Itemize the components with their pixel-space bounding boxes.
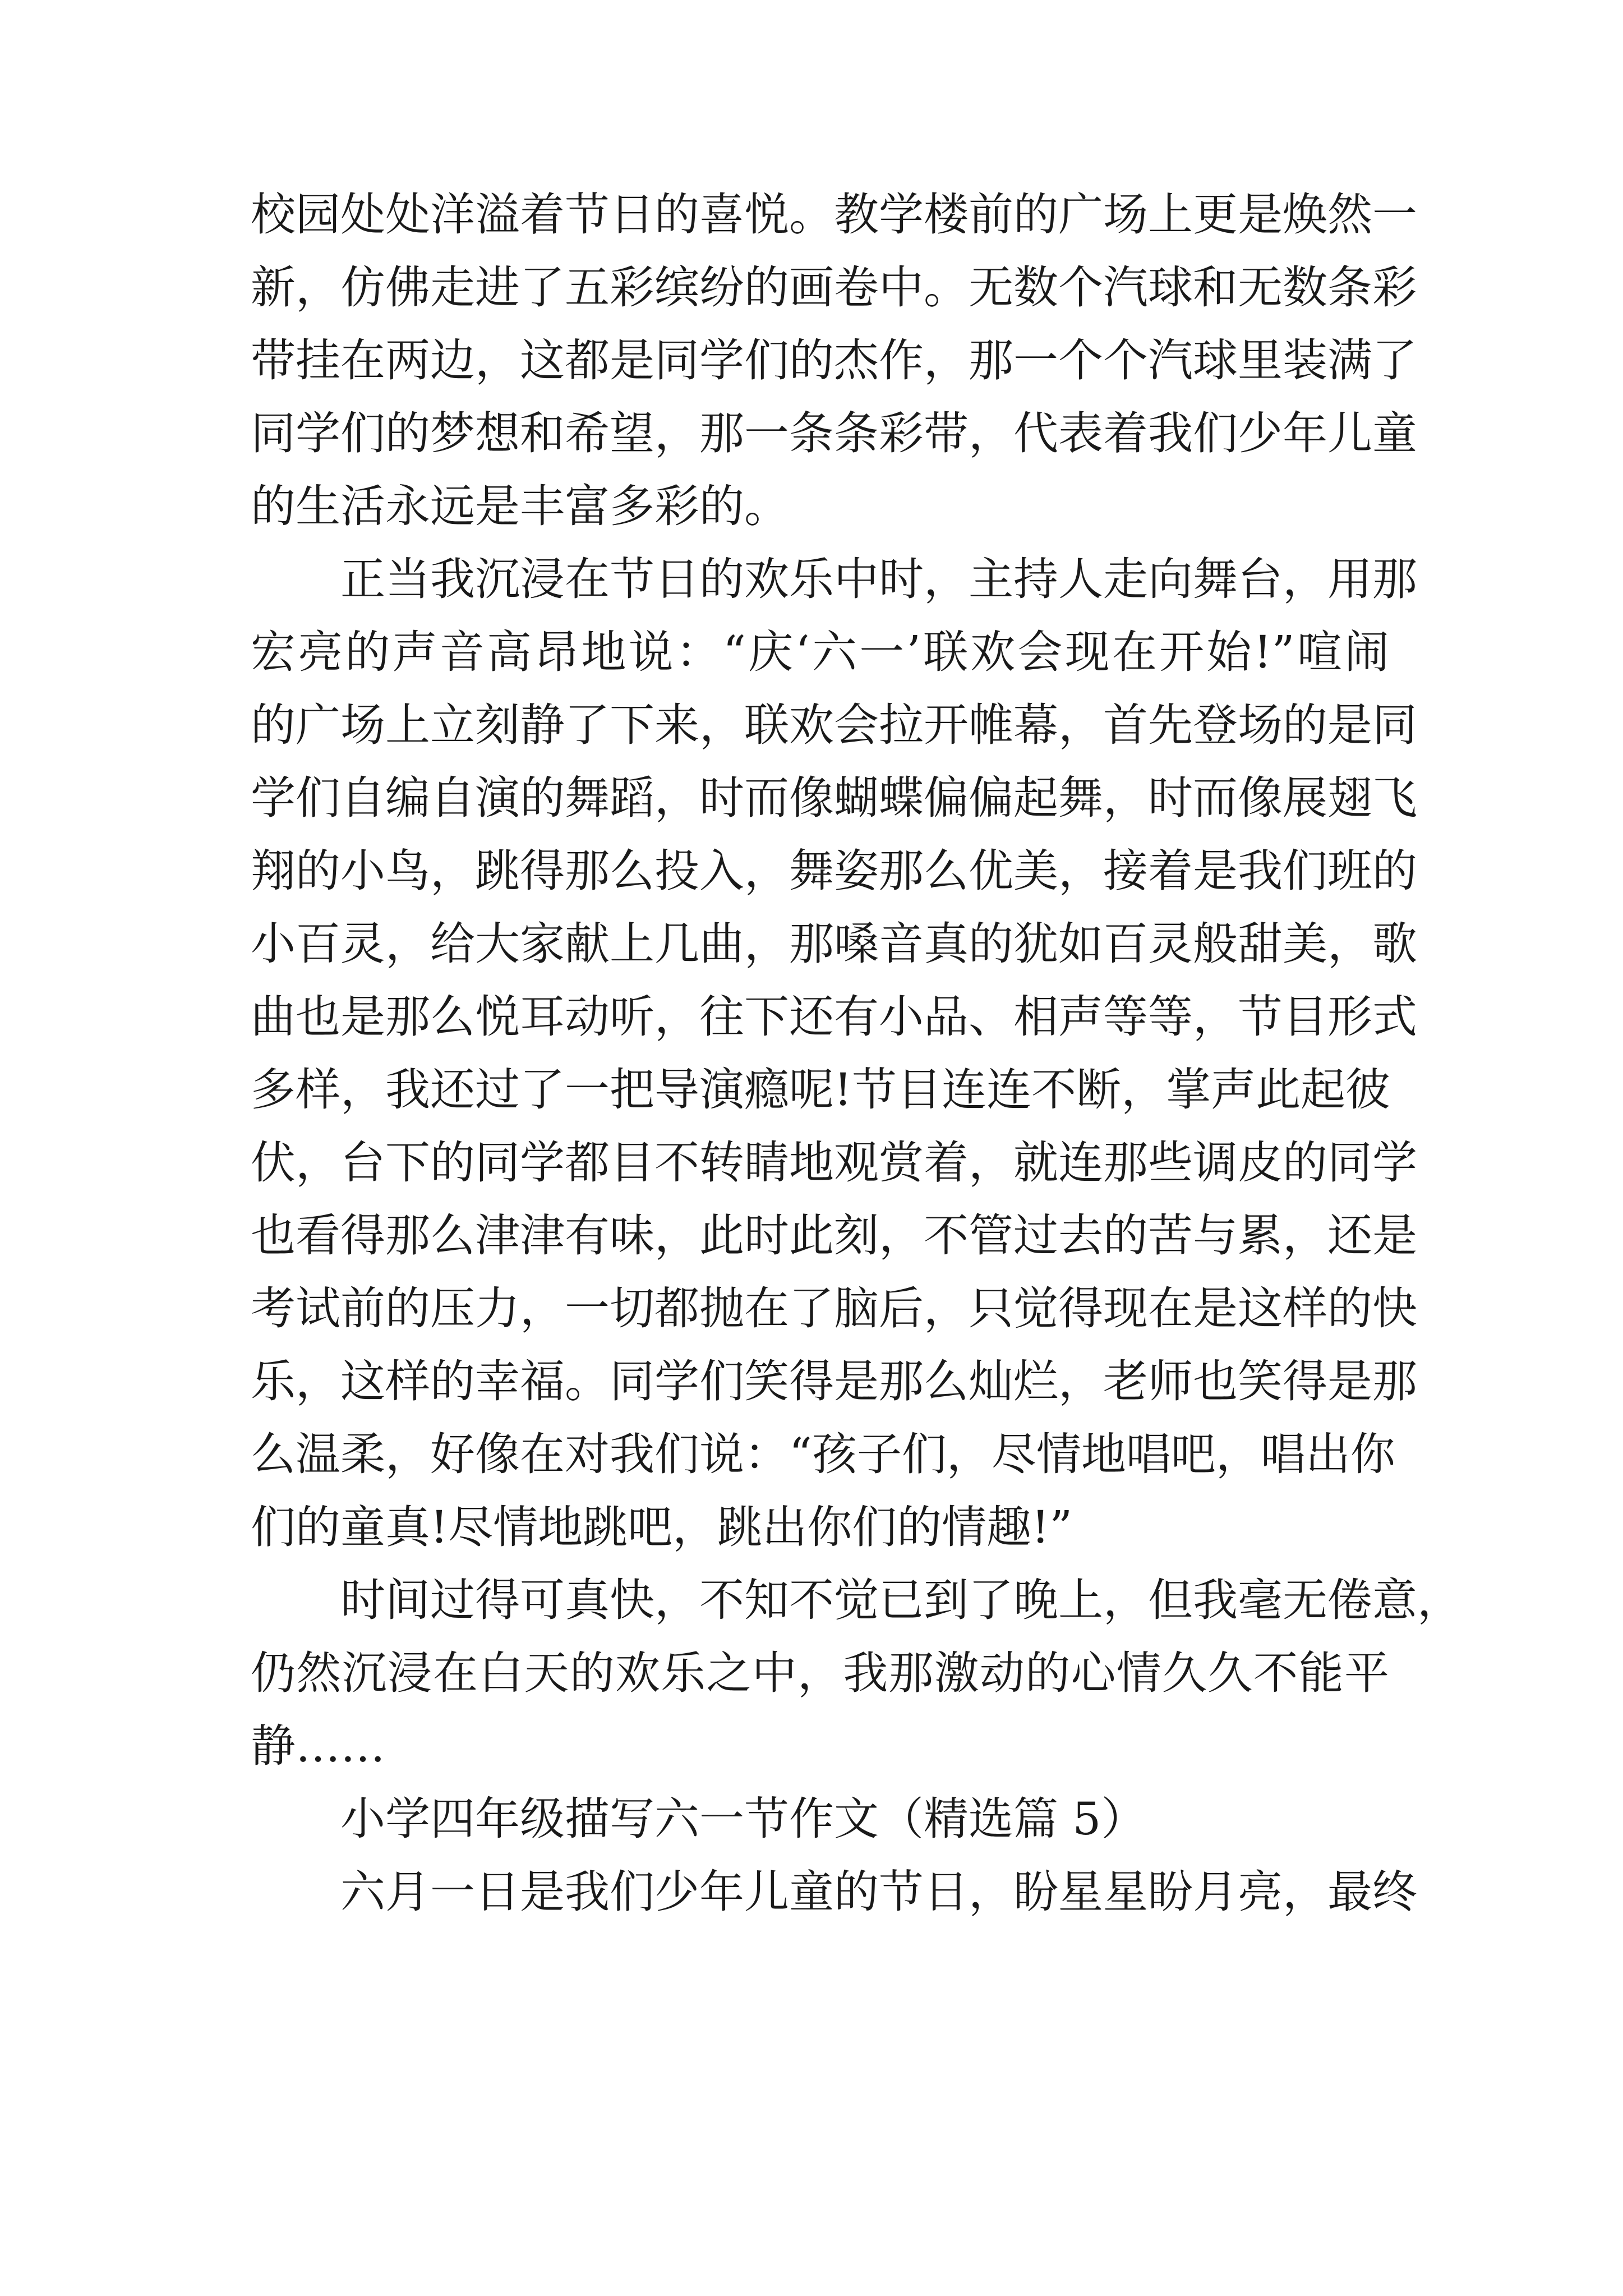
- text-line: 学们自编自演的舞蹈，时而像蝴蝶偏偏起舞，时而像展翅飞: [251, 772, 1417, 824]
- text-line: 的广场上立刻静了下来，联欢会拉开帷幕，首先登场的是同: [251, 699, 1417, 751]
- text-line: 正当我沉浸在节日的欢乐中时，主持人走向舞台，用那: [340, 553, 1417, 605]
- text-line: 同学们的梦想和希望，那一条条彩带，代表着我们少年儿童: [251, 407, 1417, 459]
- text-line: 宏亮的声音高昂地说：“庆‘六一’联欢会现在开始!”喧闹: [251, 626, 1389, 678]
- text-line: 乐，这样的幸福。同学们笑得是那么灿烂，老师也笑得是那: [251, 1355, 1417, 1407]
- text-line: 曲也是那么悦耳动听，往下还有小品、相声等等，节目形式: [251, 991, 1417, 1043]
- paragraph-2: [251, 543, 1417, 1564]
- text-line: 校园处处洋溢着节日的喜悦。教学楼前的广场上更是焕然一: [251, 188, 1417, 241]
- text-line: 六月一日是我们少年儿童的节日，盼星星盼月亮，最终: [340, 1866, 1417, 1918]
- text-line: 考试前的压力，一切都抛在了脑后，只觉得现在是这样的快: [251, 1282, 1417, 1335]
- text-line: 时间过得可真快，不知不觉已到了晚上，但我毫无倦意，: [340, 1574, 1462, 1626]
- paragraph-1: [251, 178, 1417, 543]
- text-line: 新，仿佛走进了五彩缤纷的画卷中。无数个汽球和无数条彩: [251, 261, 1417, 314]
- document-body: [251, 178, 1462, 1929]
- text-line: 的生活永远是丰富多彩的。: [251, 480, 789, 532]
- section-heading: 小学四年级描写六一节作文（精选篇 5）: [340, 1793, 1146, 1845]
- text-line: 带挂在两边，这都是同学们的杰作，那一个个汽球里装满了: [251, 334, 1417, 386]
- text-line: 么温柔，好像在对我们说：“孩子们，尽情地唱吧，唱出你: [251, 1428, 1395, 1480]
- text-line: 也看得那么津津有味，此时此刻，不管过去的苦与累，还是: [251, 1209, 1417, 1262]
- text-line: 静……: [251, 1720, 385, 1772]
- text-line: 小百灵，给大家献上几曲，那嗓音真的犹如百灵般甜美，歌: [251, 918, 1417, 970]
- text-line: 们的童真!尽情地跳吧，跳出你们的情趣!”: [251, 1501, 1073, 1553]
- text-line: 多样，我还过了一把导演瘾呢!节目连连不断，掌声此起彼: [251, 1064, 1391, 1116]
- paragraph-3: [251, 1564, 1462, 1783]
- text-line: 翔的小鸟，跳得那么投入，舞姿那么优美，接着是我们班的: [251, 845, 1417, 897]
- text-line: 仍然沉浸在白天的欢乐之中，我那激动的心情久久不能平: [251, 1647, 1389, 1699]
- text-line: 伏，台下的同学都目不转睛地观赏着，就连那些调皮的同学: [251, 1137, 1417, 1189]
